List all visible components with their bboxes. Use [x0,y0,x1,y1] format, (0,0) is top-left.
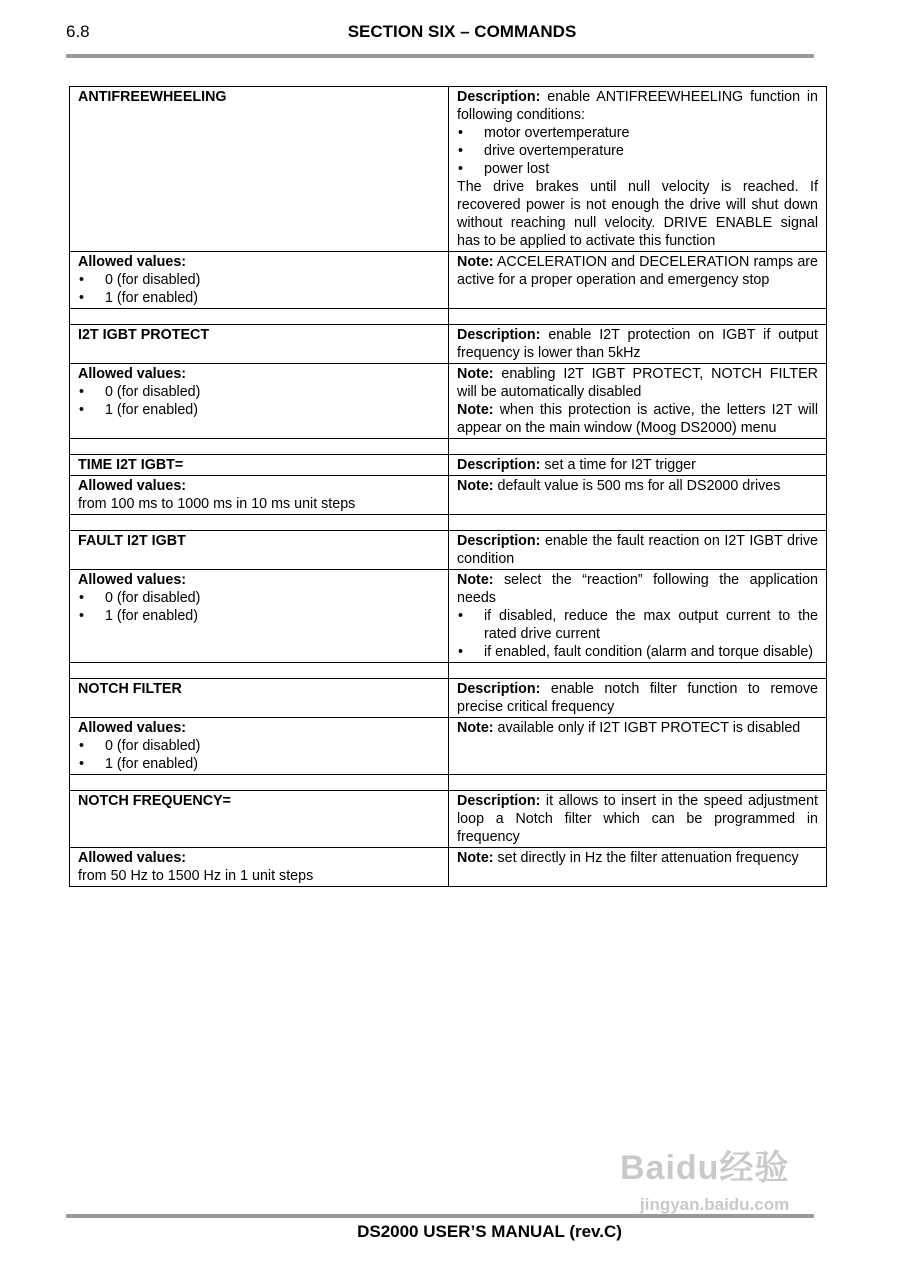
command-row-notch-frequency [70,791,827,848]
command-note [449,252,827,309]
allowed-values-label: Allowed values: [78,254,187,270]
description-text: enable notch filter function to remove precise critical frequency [457,681,818,715]
list-item: • 0 (for disabled) [78,383,440,401]
note-label: Note: [457,254,494,270]
command-description [449,87,827,252]
command-name: FAULT I2T IGBT [70,531,449,570]
allowed-values-row [70,364,827,439]
list-item: • 1 (for enabled) [78,401,440,419]
page-number: 6.8 [66,22,90,41]
spacer-row [70,775,827,791]
note-text: select the “reaction” following the application needs [457,572,818,606]
watermark-url: jingyan.baidu.com [640,1195,790,1214]
description-label: Description: [457,327,541,343]
note-paragraph [457,365,818,401]
header-divider [66,54,814,58]
allowed-values-list [78,383,440,419]
commands-table [69,86,827,887]
command-description [449,325,827,364]
list-item: • 1 (for enabled) [78,607,440,625]
note-label: Note: [457,850,494,866]
allowed-values-list [78,271,440,307]
spacer-row [70,663,827,679]
condition-list [457,124,818,178]
note-label: Note: [457,572,494,588]
allowed-values [70,570,449,663]
list-item: • 0 (for disabled) [78,737,440,755]
watermark-logo: Baidu经验 [620,1149,790,1187]
command-row-i2t-igbt-protect [70,325,827,364]
allowed-values-row [70,476,827,515]
spacer-row [70,439,827,455]
note-paragraph [457,401,818,437]
allowed-values [70,718,449,775]
note-label: Note: [457,366,494,382]
command-note [449,848,827,887]
allowed-values [70,848,449,887]
note-label: Note: [457,720,494,736]
list-item: • power lost [457,160,818,178]
note-text: when this protection is active, the letters I2T will appear on the main window (Moog DS2000) menu [457,402,818,436]
description-text: it allows to insert in the speed adjustment loop a Notch filter which can be programmed in frequency [457,793,818,845]
command-note [449,364,827,439]
command-name: NOTCH FILTER [70,679,449,718]
command-row-antifreewheeling [70,87,827,252]
spacer-row [70,515,827,531]
allowed-values-label: Allowed values: [78,720,187,736]
description-text: enable I2T protection on IGBT if output frequency is lower than 5kHz [457,327,818,361]
allowed-values-range: from 100 ms to 1000 ms in 10 ms unit steps [78,496,356,512]
note-text: ACCELERATION and DECELERATION ramps are active for a proper operation and emergency stop [457,254,818,288]
description-text: set a time for I2T trigger [540,457,696,473]
command-name: I2T IGBT PROTECT [70,325,449,364]
list-item: • if disabled, reduce the max output current to the rated drive current [457,607,818,643]
command-description [449,791,827,848]
command-name: ANTIFREEWHEELING [70,87,449,252]
description-text: enable the fault reaction on I2T IGBT drive condition [457,533,818,567]
allowed-values [70,364,449,439]
allowed-values-label: Allowed values: [78,572,187,588]
command-row-notch-filter [70,679,827,718]
allowed-values-label: Allowed values: [78,478,187,494]
allowed-values-row [70,252,827,309]
description-label: Description: [457,793,541,809]
command-name: NOTCH FREQUENCY= [70,791,449,848]
list-item: • 1 (for enabled) [78,755,440,773]
description-label: Description: [457,89,541,105]
allowed-values-range: from 50 Hz to 1500 Hz in 1 unit steps [78,868,314,884]
allowed-values [70,252,449,309]
list-item: • 0 (for disabled) [78,589,440,607]
command-name: TIME I2T IGBT= [70,455,449,476]
note-label: Note: [457,478,494,494]
allowed-values-row [70,718,827,775]
allowed-values-list [78,589,440,625]
description-detail: The drive brakes until null velocity is reached. If recovered power is not enough the drive will shut down without reaching null velocity. DRIVE ENABLE signal has to be applied to activate this function [457,179,818,249]
allowed-values-label: Allowed values: [78,850,187,866]
section-title: SECTION SIX – COMMANDS [347,22,577,41]
note-label: Note: [457,402,494,418]
note-text: available only if I2T IGBT PROTECT is disabled [493,720,801,736]
footer-divider [66,1214,814,1218]
watermark [620,1140,789,1215]
list-item: • drive overtemperature [457,142,818,160]
command-description [449,455,827,476]
list-item: • motor overtemperature [457,124,818,142]
description-label: Description: [457,533,541,549]
reaction-list [457,607,818,661]
list-item: • if enabled, fault condition (alarm and torque disable) [457,643,818,661]
note-text: enabling I2T IGBT PROTECT, NOTCH FILTER will be automatically disabled [457,366,818,400]
allowed-values-row [70,848,827,887]
allowed-values [70,476,449,515]
note-text: default value is 500 ms for all DS2000 drives [493,478,781,494]
list-item: • 1 (for enabled) [78,289,440,307]
allowed-values-list [78,737,440,773]
allowed-values-row [70,570,827,663]
description-label: Description: [457,457,541,473]
spacer-row [70,309,827,325]
note-text: set directly in Hz the filter attenuation frequency [493,850,799,866]
description-label: Description: [457,681,541,697]
command-row-time-i2t-igbt [70,455,827,476]
description-text: enable ANTIFREEWHEELING function in following conditions: [457,89,818,123]
footer-title: DS2000 USER’S MANUAL (rev.C) [357,1222,622,1241]
command-description [449,531,827,570]
command-note [449,476,827,515]
allowed-values-label: Allowed values: [78,366,187,382]
list-item: • 0 (for disabled) [78,271,440,289]
command-row-fault-i2t-igbt [70,531,827,570]
command-note [449,718,827,775]
command-description [449,679,827,718]
command-note [449,570,827,663]
